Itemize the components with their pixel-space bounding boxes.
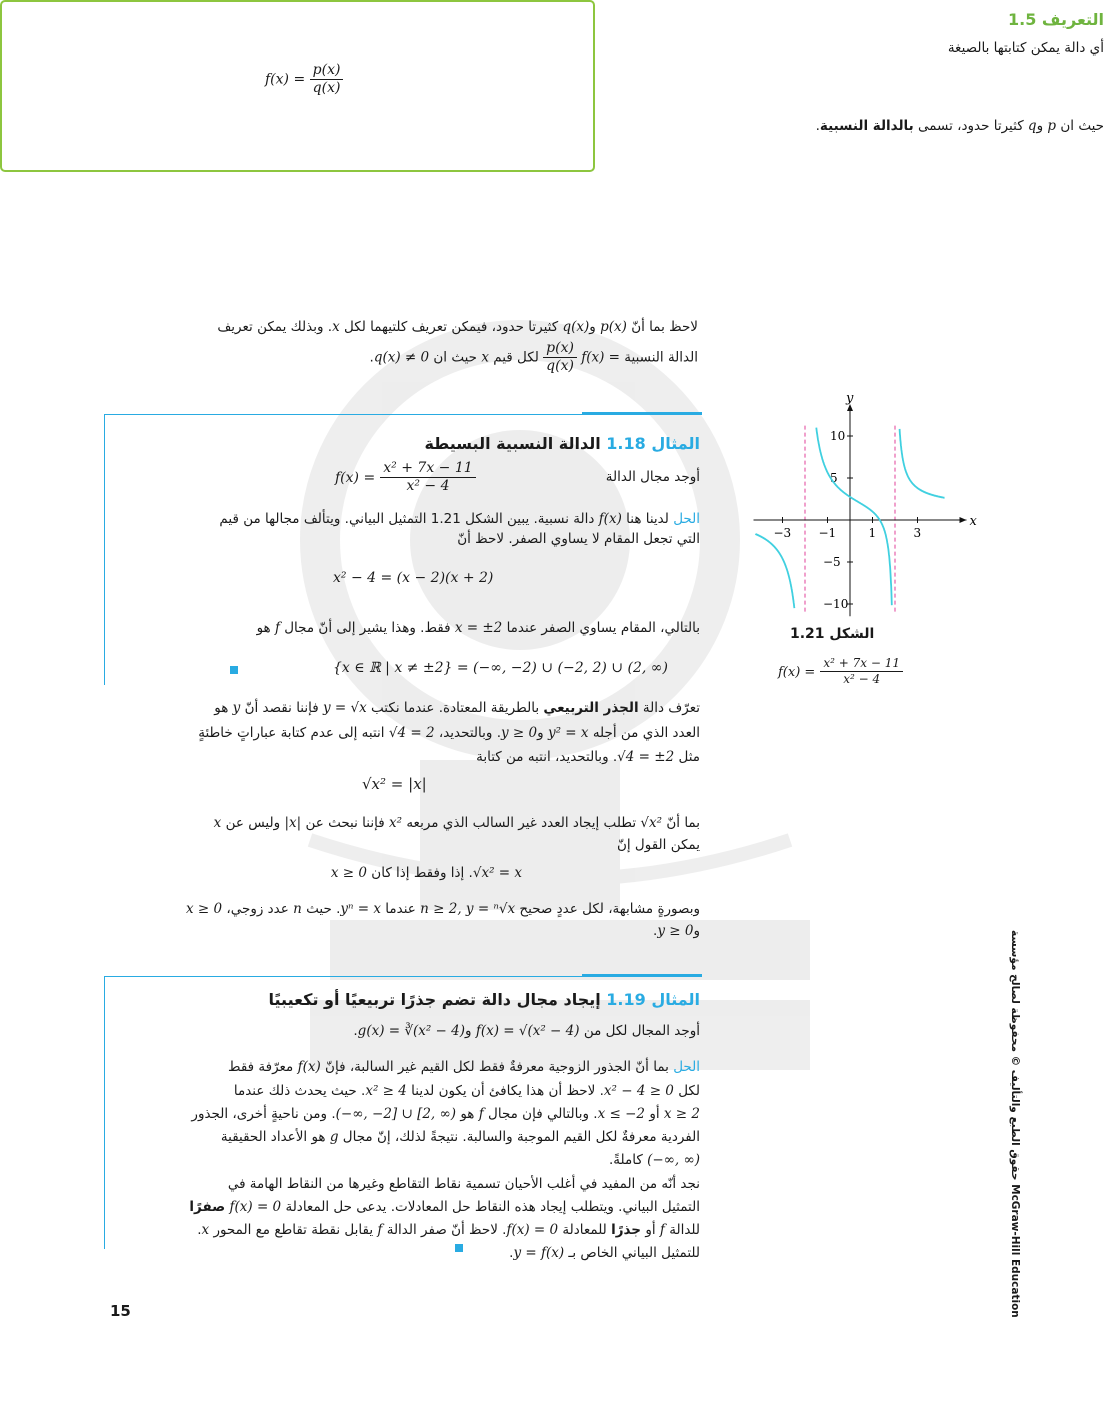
sol-math: f	[274, 620, 280, 636]
sol-math: f(x)	[598, 511, 622, 527]
sq-math: y	[232, 700, 241, 716]
ex119-text: .	[353, 1023, 358, 1039]
sq-text: وليس عن	[225, 815, 281, 831]
ex119-text: . وبالتالي فإن مجال	[488, 1106, 598, 1122]
sq-math: n ≥ 2, y = ⁿ√x	[420, 901, 516, 917]
sq-text: .	[653, 923, 658, 939]
cl-math: f	[659, 1222, 665, 1238]
ex119-text: . لاحظ أن هذا يكافئ أن يكون لدينا	[411, 1083, 604, 1099]
sq-math: √x² = x	[472, 865, 522, 881]
sq-text: و	[537, 725, 544, 741]
sol-text: فقط. وهذا يشير إلى أنّ مجال	[284, 620, 451, 636]
x-axis-arrow	[960, 517, 967, 523]
sq-text: . حيث	[306, 901, 341, 917]
formula-den: q(x)	[312, 80, 341, 96]
x-tick-label: −1	[818, 526, 837, 540]
ex119-math: f(x) = √(x² − 4)	[475, 1023, 580, 1039]
example-119-accent	[582, 974, 702, 977]
example-119-heading	[269, 990, 700, 1009]
note-text: كثيرتا حدود، فيمكن تعريف كلتيهما لكل	[344, 319, 559, 335]
end-of-example-square	[230, 666, 238, 674]
ex119-text: هو الأعداد الحقيقية	[220, 1129, 326, 1145]
note-math: x	[332, 319, 340, 335]
cl-text: . لاحظ أنّ صفر الدالة	[386, 1222, 507, 1238]
sq-text: بما أنّ	[666, 815, 700, 831]
closing-l3	[100, 1219, 700, 1241]
definition-formula	[265, 62, 343, 97]
note-text: . وبذلك يمكن تعريف	[217, 319, 333, 335]
figure-1-21-graph	[720, 391, 977, 622]
y-tick-label: 5	[830, 471, 838, 485]
ex119-text: معرّفة فقط	[228, 1059, 294, 1075]
sq-text: . وبالتحديد،	[438, 725, 502, 741]
sol-text: دالة نسبية. يبين الشكل 1.21 التمثيل البياني. ويتألف مجالها من قيم	[219, 511, 595, 527]
note-line1	[118, 316, 698, 338]
ex119-text: أو	[649, 1106, 660, 1122]
example-118-accent	[582, 412, 702, 415]
sq-text: فإننا نبحث عن	[305, 815, 385, 831]
sq-text: عندما	[385, 901, 416, 917]
ex119-math: x² ≥ 4	[365, 1083, 407, 1099]
cl-text: يقابل نقطة تقاطع مع المحور	[213, 1222, 374, 1238]
note-math: f(x) =	[581, 349, 620, 366]
ex118-fraction	[380, 460, 475, 495]
example-118-heading	[424, 434, 700, 453]
def-text: و	[1036, 118, 1044, 134]
sq-text: هو	[214, 700, 229, 716]
sq-math: y² = x	[547, 725, 589, 741]
example-118-formula	[335, 460, 476, 495]
example-119-s4	[100, 1126, 700, 1148]
sq-text: . إذا وفقط إذا كان	[371, 865, 473, 881]
sq-text: العدد الذي من أجله	[592, 725, 700, 741]
cl-text: للدالة	[669, 1222, 700, 1238]
sq-math: x ≥ 0	[185, 901, 223, 917]
formula-fraction	[310, 62, 344, 97]
ex119-text: هو	[460, 1106, 475, 1122]
sqrt-p7	[100, 898, 700, 920]
cl-text: التمثيل البياني. ويتطلب إيجاد هذه النقاط حل المعادلات. يدعى حل المعادلة	[285, 1199, 700, 1215]
ex119-math: x² − 4 ≥ 0	[603, 1083, 674, 1099]
term-square-root: الجذر التربيعي	[543, 700, 639, 716]
def-text: كثيرتا حدود، تسمى	[917, 118, 1024, 134]
term-root: جذرًا	[611, 1222, 642, 1238]
example-119-s1	[100, 1056, 700, 1078]
note-text: لكل قيم	[493, 349, 539, 366]
curve-branch-2	[816, 428, 892, 606]
note-math: q(x)	[562, 319, 590, 335]
note-text: حيث ان	[433, 349, 478, 366]
cl-math: f(x) = 0	[506, 1222, 559, 1238]
example-118-domain: {x ∈ ℝ | x ≠ ±2} = (−∞, −2) ∪ (−2, 2) ∪ (2, ∞)	[333, 660, 668, 676]
ex118-frac-num: x² + 7x − 11	[380, 460, 475, 478]
sol-text: لدينا هنا	[626, 511, 669, 527]
cl-math: f	[377, 1222, 383, 1238]
x-tick-label: −3	[773, 526, 792, 540]
sq-math: |x|	[284, 815, 302, 831]
sqrt-p2	[100, 722, 700, 744]
closing-l1: نجد أنّه من المفيد في أغلب الأحيان تسمية نقاط التقاطع وغيرها من النقاط الهامة في	[227, 1176, 700, 1192]
solution-label: الحل	[673, 1059, 700, 1075]
sq-math: y ≥ 0	[501, 725, 538, 741]
ex119-math: g(x) = ∛(x² − 4)	[357, 1023, 465, 1039]
fig-f-lhs: f(x) =	[778, 665, 816, 680]
sqrt-equation: √x² = |x|	[362, 775, 427, 793]
ex119-math: x ≥ 2	[663, 1106, 700, 1122]
example-118-label: المثال 1.18	[606, 434, 700, 453]
sq-math: x²	[388, 815, 403, 831]
ex119-math: x ≤ −2	[597, 1106, 646, 1122]
ex119-text: . حيث يحدث ذلك عندما	[233, 1083, 366, 1099]
copyright-sidebar	[1003, 930, 1023, 1318]
example-118-title: الدالة النسبية البسيطة	[424, 434, 601, 453]
def-text: حيث ان	[1060, 118, 1104, 134]
sq-math: x	[213, 815, 222, 831]
sol-math: x = ±2	[454, 620, 503, 636]
def-text: .	[815, 118, 820, 134]
ex119-math: g	[329, 1129, 339, 1145]
def-term-rational-function: بالدالة النسبية	[819, 118, 914, 134]
example-118-factorization: x² − 4 = (x − 2)(x + 2)	[333, 570, 494, 586]
term-zero: صفرًا	[189, 1199, 226, 1215]
note-math: x	[481, 349, 489, 366]
note-text: لاحظ بما أنّ	[631, 319, 698, 335]
fig-frac-num: x² + 7x − 11	[820, 656, 903, 672]
sq-text: بالطريقة المعتادة. عندما نكتب	[371, 700, 540, 716]
cl-text: .	[197, 1222, 202, 1238]
ex119-text: بما أنّ الجذور الزوجية معرفةٌ فقط لكل القيم غير السالبة، فإنّ	[325, 1059, 669, 1075]
note-text: و	[589, 319, 596, 335]
sq-text: فإننا نقصد أنّ	[244, 700, 319, 716]
y-axis-label: y	[846, 391, 854, 406]
copyright-text: حقوق الطبع والتأليف © محفوظة لصالح مؤسسة McGraw-Hill Education	[1009, 930, 1021, 1318]
solution-label: الحل	[673, 511, 700, 527]
x-tick-label: 1	[868, 526, 877, 540]
sq-text: و	[693, 923, 700, 939]
example-119-s5	[609, 1149, 700, 1171]
note-line2	[118, 340, 698, 375]
y-tick-label: 10	[830, 429, 846, 443]
cl-math: f(x) = 0	[229, 1199, 282, 1215]
closing-l2	[100, 1196, 700, 1218]
x-axis-label: x	[969, 514, 977, 529]
sq-math: √4 = ±2	[617, 749, 675, 765]
cl-text: أو	[645, 1222, 656, 1238]
page-number: 15	[110, 1302, 131, 1320]
example-118-sol2: التي تجعل المقام لا يساوي الصفر. لاحظ أنّ	[457, 531, 700, 547]
cl-math: y = f(x)	[513, 1245, 565, 1261]
sq-math: y ≥ 0	[657, 923, 694, 939]
sq-text: وبصورةٍ مشابهة، لكل عددٍ صحيح	[519, 901, 700, 917]
fig-frac-den: x² − 4	[843, 672, 881, 686]
figure-caption: الشكل 1.21	[790, 626, 875, 642]
ex119-math: (−∞, −2] ∪ [2, ∞)	[335, 1106, 457, 1122]
note-math: p(x)	[600, 319, 627, 335]
ex119-text: كاملةً.	[609, 1152, 643, 1168]
def-var-q: q	[1027, 118, 1037, 134]
sqrt-p8	[653, 920, 700, 942]
definition-line1: أي دالة يمكن كتابتها بالصيغة	[947, 40, 1104, 56]
cl-math: x	[201, 1222, 210, 1238]
sq-text: انتبه إلى عدم كتابة عباراتٍ خاطئةٍ	[198, 725, 385, 741]
note-math: q(x) ≠ 0	[373, 349, 430, 366]
closing-l4	[509, 1242, 700, 1264]
note-frac-den: q(x)	[546, 358, 574, 374]
example-119-title: إيجاد مجال دالة تضم جذرًا تربيعيًا أو تكعيبيًا	[268, 990, 601, 1009]
example-118-sol3	[100, 617, 700, 639]
sq-text: تطلب إيجاد العدد غير السالب الذي مربعه	[406, 815, 637, 831]
end-of-example-square	[455, 1244, 463, 1252]
y-tick-label: −5	[823, 555, 841, 569]
sq-text: تعرّف دالة	[642, 700, 700, 716]
sqrt-p3	[476, 746, 700, 768]
y-tick-label: −10	[823, 597, 849, 611]
definition-title: التعريف 1.5	[1008, 10, 1104, 29]
sol-text: هو	[256, 620, 271, 636]
example-119-label: المثال 1.19	[606, 990, 700, 1009]
sq-text: مثل	[678, 749, 700, 765]
sol-text: بالتالي، المقام يساوي الصفر عندما	[506, 620, 700, 636]
sq-math: y = √x	[323, 700, 367, 716]
sq-text: . وبالتحديد، انتبه من كتابة	[476, 749, 618, 765]
formula-lhs: f(x) =	[265, 71, 306, 88]
note-text: الدالة النسبية	[624, 349, 698, 366]
definition-line2	[816, 115, 1104, 137]
fig-fraction	[820, 656, 903, 687]
example-119-s3	[100, 1103, 700, 1125]
ex119-math: f(x)	[297, 1059, 321, 1075]
example-118-prompt: أوجد مجال الدالة	[605, 469, 700, 485]
ex119-math: (−∞, ∞)	[647, 1152, 700, 1168]
sqrt-p5: يمكن القول إنّ	[616, 837, 700, 853]
cl-text: .	[509, 1245, 514, 1261]
sq-text: عدد زوجي،	[226, 901, 289, 917]
figure-formula	[778, 656, 903, 687]
def-var-p: p	[1047, 118, 1057, 134]
sqrt-p1	[100, 697, 700, 719]
ex119-math: f	[478, 1106, 484, 1122]
ex119-text: أوجد المجال لكل من	[583, 1023, 700, 1039]
sq-math: √x²	[640, 815, 663, 831]
note-fraction	[543, 340, 577, 375]
ex119-text: لكل	[678, 1083, 700, 1099]
note-frac-num: p(x)	[543, 340, 577, 358]
curve-branch-3	[900, 429, 945, 498]
sq-math: yⁿ = x	[340, 901, 381, 917]
example-119-prompt	[100, 1020, 700, 1042]
ex119-text: و	[465, 1023, 472, 1039]
definition-box	[0, 0, 1104, 172]
formula-num: p(x)	[310, 62, 344, 80]
sq-math: n	[293, 901, 302, 917]
cl-text: للمعادلة	[562, 1222, 607, 1238]
ex119-text: الفردية معرفةٌ لكل القيم الموجبة والسالبة. نتيجةً لذلك، إنّ مجال	[342, 1129, 700, 1145]
ex118-f-lhs: f(x) =	[335, 470, 376, 486]
sqrt-p4	[100, 812, 700, 834]
sq-math: x ≥ 0	[330, 865, 367, 881]
ex118-frac-den: x² − 4	[406, 478, 450, 494]
cl-text: للتمثيل البياني الخاص بـ	[568, 1245, 700, 1261]
note-text: .	[369, 349, 374, 366]
example-118-sol1	[100, 508, 700, 530]
x-tick-label: 3	[913, 526, 922, 540]
example-119-s2	[100, 1080, 700, 1102]
sq-math: √4 = 2	[388, 725, 435, 741]
sqrt-p6	[331, 862, 522, 884]
curve-branch-1	[756, 534, 795, 608]
ex119-text: . ومن ناحيةٍ أخرى، الجذور	[191, 1106, 336, 1122]
